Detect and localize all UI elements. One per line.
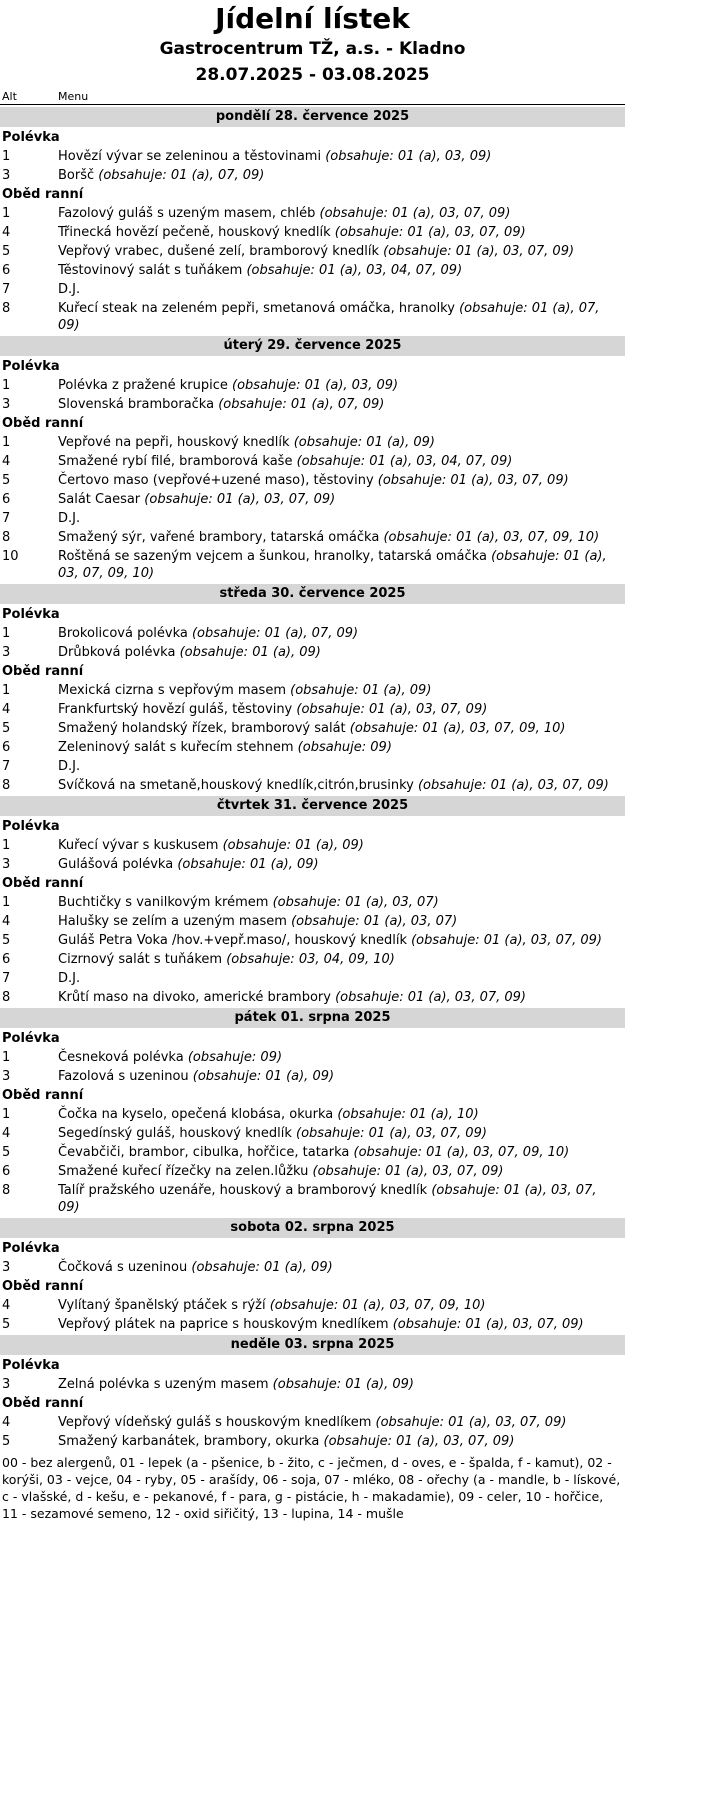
menu-item-alt: 1 bbox=[2, 683, 11, 698]
day-block bbox=[0, 1218, 625, 1333]
menu-item-allergens: (obsahuje: 01 (a), 09) bbox=[222, 838, 364, 853]
menu-item bbox=[0, 1297, 625, 1314]
menu-item-name: Vepřový plátek na paprice s houskovým knedlíkem bbox=[58, 1317, 389, 1332]
menu-item-alt: 10 bbox=[2, 549, 19, 564]
menu-item-text bbox=[58, 1297, 625, 1314]
menu-item-alt: 4 bbox=[2, 702, 11, 717]
menu-item-text bbox=[58, 1144, 625, 1161]
menu-item-text bbox=[58, 951, 625, 968]
column-menu-label: Menu bbox=[58, 90, 89, 103]
menu-item-text bbox=[58, 739, 625, 756]
day-header: středa 30. července 2025 bbox=[0, 584, 625, 604]
menu-item-allergens: (obsahuje: 01 (a), 03, 07, 09) bbox=[296, 702, 488, 717]
menu-item-name: D.J. bbox=[58, 759, 81, 774]
menu-item-name: Buchtičky s vanilkovým krémem bbox=[58, 895, 269, 910]
menu-item-text bbox=[58, 932, 625, 949]
menu-item bbox=[0, 1068, 625, 1085]
menu-item-alt: 7 bbox=[2, 759, 11, 774]
menu-item-alt: 3 bbox=[2, 397, 11, 412]
section-title: Polévka bbox=[2, 1241, 60, 1256]
day-block bbox=[0, 336, 625, 582]
menu-item-allergens: (obsahuje: 01 (a), 07, 09) bbox=[98, 168, 265, 183]
menu-item bbox=[0, 1259, 625, 1276]
menu-item-allergens: (obsahuje: 01 (a), 03, 07, 09, 10) bbox=[58, 549, 607, 581]
menu-item-allergens: (obsahuje: 01 (a), 03, 07, 09, 10) bbox=[269, 1298, 486, 1313]
menu-item-allergens: (obsahuje: 09) bbox=[187, 1050, 283, 1065]
menu-item-alt: 6 bbox=[2, 740, 11, 755]
menu-item-allergens: (obsahuje: 01 (a), 03, 07, 09) bbox=[383, 244, 575, 259]
menu-item-name: Čočka na kyselo, opečená klobása, okurka bbox=[58, 1107, 334, 1122]
company-name: Gastrocentrum TŽ, a.s. - Kladno bbox=[159, 39, 466, 59]
menu-item bbox=[0, 243, 625, 260]
menu-item-text bbox=[58, 205, 625, 222]
menu-item-name: Polévka z pražené krupice bbox=[58, 378, 228, 393]
menu-item bbox=[0, 262, 625, 279]
menu-item-alt: 1 bbox=[2, 895, 11, 910]
menu-item-alt: 5 bbox=[2, 721, 11, 736]
menu-item-allergens: (obsahuje: 01 (a), 09) bbox=[272, 1377, 414, 1392]
menu-item bbox=[0, 932, 625, 949]
menu-item-text bbox=[58, 548, 625, 582]
menu-item-name: Vepřový vrabec, dušené zelí, bramborový knedlík bbox=[58, 244, 380, 259]
menu-item-text bbox=[58, 970, 625, 987]
menu-item-name: Slovenská bramboračka bbox=[58, 397, 215, 412]
menu-item-allergens: (obsahuje: 01 (a), 10) bbox=[337, 1107, 479, 1122]
menu-item-alt: 6 bbox=[2, 952, 11, 967]
menu-item-text bbox=[58, 1049, 625, 1066]
menu-item-alt: 6 bbox=[2, 263, 11, 278]
menu-item-name: Krůtí maso na divoko, americké brambory bbox=[58, 990, 331, 1005]
menu-item bbox=[0, 1125, 625, 1142]
section-title: Oběd ranní bbox=[2, 1396, 84, 1411]
menu-item-name: D.J. bbox=[58, 282, 81, 297]
menu-item-text bbox=[58, 1376, 625, 1393]
menu-item bbox=[0, 453, 625, 470]
section-title: Polévka bbox=[2, 359, 60, 374]
menu-item-text bbox=[58, 720, 625, 737]
menu-item-allergens: (obsahuje: 01 (a), 03, 07, 09) bbox=[323, 1434, 515, 1449]
menu-item-name: Kuřecí steak na zeleném pepři, smetanová omáčka, hranolky bbox=[58, 301, 455, 316]
menu-item-alt: 5 bbox=[2, 1145, 11, 1160]
menu-item bbox=[0, 837, 625, 854]
menu-item-alt: 4 bbox=[2, 1298, 11, 1313]
menu-item-text bbox=[58, 1163, 625, 1180]
menu-item-text bbox=[58, 1414, 625, 1431]
menu-item-alt: 8 bbox=[2, 530, 11, 545]
menu-item bbox=[0, 1163, 625, 1180]
menu-item-text bbox=[58, 491, 625, 508]
menu-item-allergens: (obsahuje: 01 (a), 09) bbox=[290, 683, 432, 698]
menu-item-name: Třinecká hovězí pečeně, houskový knedlík bbox=[58, 225, 331, 240]
menu-item bbox=[0, 1049, 625, 1066]
menu-item bbox=[0, 1414, 625, 1431]
menu-item-alt: 5 bbox=[2, 1434, 11, 1449]
menu-item-name: Cizrnový salát s tuňákem bbox=[58, 952, 223, 967]
menu-item-allergens: (obsahuje: 01 (a), 09) bbox=[179, 645, 321, 660]
day-block bbox=[0, 1335, 625, 1450]
day-header: pátek 01. srpna 2025 bbox=[0, 1008, 625, 1028]
menu-item-text bbox=[58, 472, 625, 489]
menu-item-alt: 4 bbox=[2, 1415, 11, 1430]
menu-item-allergens: (obsahuje: 01 (a), 07, 09) bbox=[218, 397, 385, 412]
menu-item-allergens: (obsahuje: 01 (a), 07, 09) bbox=[58, 301, 600, 333]
menu-item-alt: 1 bbox=[2, 626, 11, 641]
menu-item bbox=[0, 856, 625, 873]
menu-item-text bbox=[58, 167, 625, 184]
menu-item bbox=[0, 1144, 625, 1161]
section-title: Polévka bbox=[2, 607, 60, 622]
menu-item bbox=[0, 913, 625, 930]
menu-item-name: Mexická cizrna s vepřovým masem bbox=[58, 683, 286, 698]
menu-item-text bbox=[58, 300, 625, 334]
menu-item-alt: 5 bbox=[2, 244, 11, 259]
menu-item-name: Smažený holandský řízek, bramborový salát bbox=[58, 721, 346, 736]
menu-item-alt: 1 bbox=[2, 378, 11, 393]
menu-item-text bbox=[58, 701, 625, 718]
menu-item-text bbox=[58, 243, 625, 260]
menu-item-alt: 8 bbox=[2, 1183, 11, 1198]
menu-item bbox=[0, 548, 625, 582]
menu-item bbox=[0, 472, 625, 489]
menu-item bbox=[0, 1376, 625, 1393]
menu-item-alt: 3 bbox=[2, 857, 11, 872]
menu-item-text bbox=[58, 777, 625, 794]
menu-item-text bbox=[58, 1182, 625, 1216]
menu-item-allergens: (obsahuje: 01 (a), 03, 07) bbox=[272, 895, 439, 910]
menu-item-allergens: (obsahuje: 01 (a), 09) bbox=[177, 857, 319, 872]
menu-item bbox=[0, 758, 625, 775]
menu-item-alt: 3 bbox=[2, 645, 11, 660]
menu-item-text bbox=[58, 837, 625, 854]
menu-item-text bbox=[58, 148, 625, 165]
menu-item-text bbox=[58, 1433, 625, 1450]
menu-item-text bbox=[58, 625, 625, 642]
menu-item-allergens: (obsahuje: 01 (a), 03, 07, 09) bbox=[392, 1317, 584, 1332]
menu-header bbox=[0, 0, 625, 88]
menu-item bbox=[0, 1182, 625, 1216]
menu-item-text bbox=[58, 856, 625, 873]
menu-item bbox=[0, 377, 625, 394]
menu-item-allergens: (obsahuje: 03, 04, 09, 10) bbox=[226, 952, 395, 967]
menu-item-allergens: (obsahuje: 01 (a), 03, 07, 09) bbox=[312, 1164, 504, 1179]
menu-item-name: Fazolová s uzeninou bbox=[58, 1069, 189, 1084]
menu-item-name: Smažený karbanátek, brambory, okurka bbox=[58, 1434, 320, 1449]
menu-item-allergens: (obsahuje: 01 (a), 03, 07, 09) bbox=[58, 1183, 597, 1215]
menu-item bbox=[0, 701, 625, 718]
menu-item-name: Vylítaný španělský ptáček s rýží bbox=[58, 1298, 266, 1313]
menu-item-alt: 7 bbox=[2, 971, 11, 986]
menu-item-text bbox=[58, 377, 625, 394]
menu-item-alt: 6 bbox=[2, 492, 11, 507]
menu-item-name: Halušky se zelím a uzeným masem bbox=[58, 914, 287, 929]
menu-item bbox=[0, 989, 625, 1006]
menu-item-allergens: (obsahuje: 01 (a), 09) bbox=[293, 435, 435, 450]
day-header: pondělí 28. července 2025 bbox=[0, 107, 625, 127]
day-block bbox=[0, 584, 625, 794]
menu-item-alt: 3 bbox=[2, 1260, 11, 1275]
menu-item-alt: 1 bbox=[2, 838, 11, 853]
menu-item-name: Zelná polévka s uzeným masem bbox=[58, 1377, 269, 1392]
menu-item bbox=[0, 224, 625, 241]
section-title: Polévka bbox=[2, 130, 60, 145]
menu-item bbox=[0, 148, 625, 165]
menu-item-allergens: (obsahuje: 01 (a), 03, 07, 09) bbox=[377, 473, 569, 488]
menu-item-name: Brokolicová polévka bbox=[58, 626, 188, 641]
menu-item-allergens: (obsahuje: 01 (a), 03, 04, 07, 09) bbox=[296, 454, 513, 469]
section-title: Polévka bbox=[2, 819, 60, 834]
menu-item-allergens: (obsahuje: 01 (a), 03, 07, 09, 10) bbox=[349, 721, 566, 736]
menu-item-name: Salát Caesar bbox=[58, 492, 141, 507]
menu-item-name: Smažený sýr, vařené brambory, tatarská omáčka bbox=[58, 530, 380, 545]
day-block bbox=[0, 107, 625, 334]
menu-item-name: Hovězí vývar se zeleninou a těstovinami bbox=[58, 149, 322, 164]
page-title: Jídelní lístek bbox=[215, 2, 410, 35]
menu-item-allergens: (obsahuje: 01 (a), 03, 07) bbox=[291, 914, 458, 929]
day-block bbox=[0, 796, 625, 1006]
menu-item-name: Boršč bbox=[58, 168, 95, 183]
menu-item-alt: 3 bbox=[2, 1377, 11, 1392]
menu-item-allergens: (obsahuje: 01 (a), 03, 07, 09) bbox=[411, 933, 603, 948]
menu-item-name: Těstovinový salát s tuňákem bbox=[58, 263, 243, 278]
menu-item-text bbox=[58, 224, 625, 241]
menu-item-allergens: (obsahuje: 09) bbox=[297, 740, 392, 755]
menu-item-alt: 5 bbox=[2, 1317, 11, 1332]
menu-item bbox=[0, 396, 625, 413]
menu-item-text bbox=[58, 894, 625, 911]
menu-item-name: Smažené kuřecí řízečky na zelen.lůžku bbox=[58, 1164, 309, 1179]
menu-item-allergens: (obsahuje: 01 (a), 03, 09) bbox=[325, 149, 492, 164]
menu-item-name: Vepřové na pepři, houskový knedlík bbox=[58, 435, 290, 450]
menu-item bbox=[0, 625, 625, 642]
menu-item-text bbox=[58, 682, 625, 699]
menu-item-alt: 7 bbox=[2, 282, 11, 297]
menu-item bbox=[0, 205, 625, 222]
day-block bbox=[0, 1008, 625, 1216]
menu-item-allergens: (obsahuje: 01 (a), 09) bbox=[192, 1069, 335, 1084]
menu-item-text bbox=[58, 989, 625, 1006]
menu-item-text bbox=[58, 434, 625, 451]
menu-item-name: Čevabčiči, brambor, cibulka, hořčice, tatarka bbox=[58, 1145, 350, 1160]
menu-item-alt: 8 bbox=[2, 990, 11, 1005]
menu-item-alt: 5 bbox=[2, 473, 11, 488]
menu-days bbox=[0, 107, 625, 1450]
section-title: Oběd ranní bbox=[2, 664, 84, 679]
menu-item-text bbox=[58, 262, 625, 279]
menu-item-alt: 7 bbox=[2, 511, 11, 526]
menu-item-alt: 1 bbox=[2, 149, 11, 164]
menu-item-alt: 4 bbox=[2, 454, 11, 469]
menu-item-name: Svíčková na smetaně,houskový knedlík,citrón,brusinky bbox=[58, 778, 414, 793]
menu-item-text bbox=[58, 510, 625, 527]
day-header: čtvrtek 31. července 2025 bbox=[0, 796, 625, 816]
section-title: Oběd ranní bbox=[2, 876, 84, 891]
menu-item-allergens: (obsahuje: 01 (a), 03, 04, 07, 09) bbox=[246, 263, 463, 278]
menu-item-allergens: (obsahuje: 01 (a), 03, 07, 09) bbox=[335, 990, 527, 1005]
menu-item-allergens: (obsahuje: 01 (a), 03, 07, 09) bbox=[144, 492, 336, 507]
menu-item bbox=[0, 1106, 625, 1123]
menu-item-name: Česneková polévka bbox=[58, 1050, 184, 1065]
menu-item-name: Talíř pražského uzenáře, houskový a bramborový knedlík bbox=[58, 1183, 428, 1198]
menu-item-text bbox=[58, 281, 625, 298]
menu-item bbox=[0, 300, 625, 334]
menu-item-text bbox=[58, 913, 625, 930]
menu-item-allergens: (obsahuje: 01 (a), 03, 07, 09, 10) bbox=[383, 530, 600, 545]
section-title: Oběd ranní bbox=[2, 416, 84, 431]
menu-item-alt: 6 bbox=[2, 1164, 11, 1179]
menu-item-allergens: (obsahuje: 01 (a), 03, 07, 09) bbox=[417, 778, 609, 793]
day-header: sobota 02. srpna 2025 bbox=[0, 1218, 625, 1238]
menu-item-allergens: (obsahuje: 01 (a), 03, 07, 09, 10) bbox=[353, 1145, 570, 1160]
menu-item-name: Frankfurtský hovězí guláš, těstoviny bbox=[58, 702, 293, 717]
menu-item-allergens: (obsahuje: 01 (a), 07, 09) bbox=[191, 626, 359, 641]
menu-item-name: Čertovo maso (vepřové+uzené maso), těstoviny bbox=[58, 473, 374, 488]
menu-item-text bbox=[58, 1106, 625, 1123]
menu-item-allergens: (obsahuje: 01 (a), 03, 09) bbox=[232, 378, 399, 393]
menu-item-text bbox=[58, 1316, 625, 1333]
menu-item-text bbox=[58, 1068, 625, 1085]
menu-item-alt: 4 bbox=[2, 914, 11, 929]
menu-item bbox=[0, 682, 625, 699]
menu-item-alt: 1 bbox=[2, 206, 11, 221]
menu-item bbox=[0, 281, 625, 298]
menu-item bbox=[0, 894, 625, 911]
allergen-legend: 00 - bez alergenů, 01 - lepek (a - pšenice, b - žito, c - ječmen, d - oves, e - špalda, f - kamut), 02 - korýši, 03 - vejce, 04 - ryby, 05 - arašídy, 06 - soja, 07 - mléko, 08 - ořechy (a - mandle, b - lískové, c - vlašské, d - kešu, e - pekanové, f - para, g - pistácie, h - makadamie), 09 - celer, 10 - hořčice, 11 - sezamové semeno, 12 - oxid siřičitý, 13 - lupina, 14 - mušle bbox=[2, 1455, 621, 1521]
menu-item-alt: 1 bbox=[2, 1050, 11, 1065]
menu-item-text bbox=[58, 453, 625, 470]
menu-item-alt: 5 bbox=[2, 933, 11, 948]
section-title: Oběd ranní bbox=[2, 187, 84, 202]
menu-item bbox=[0, 434, 625, 451]
menu-item-name: Vepřový vídeňský guláš s houskovým knedlíkem bbox=[58, 1415, 372, 1430]
menu-item-alt: 8 bbox=[2, 301, 11, 316]
menu-item-alt: 4 bbox=[2, 1126, 11, 1141]
menu-item bbox=[0, 1316, 625, 1333]
day-header: neděle 03. srpna 2025 bbox=[0, 1335, 625, 1355]
menu-item-name: D.J. bbox=[58, 511, 81, 526]
menu-item bbox=[0, 720, 625, 737]
menu-item bbox=[0, 951, 625, 968]
section-title: Oběd ranní bbox=[2, 1088, 84, 1103]
menu-item-name: Kuřecí vývar s kuskusem bbox=[58, 838, 219, 853]
menu-item bbox=[0, 491, 625, 508]
menu-item-alt: 4 bbox=[2, 225, 11, 240]
menu-item-allergens: (obsahuje: 01 (a), 03, 07, 09) bbox=[334, 225, 526, 240]
column-alt-label: Alt bbox=[2, 90, 17, 103]
menu-item-text bbox=[58, 396, 625, 413]
menu-item bbox=[0, 529, 625, 546]
menu-item-name: Gulášová polévka bbox=[58, 857, 174, 872]
menu-item-name: Fazolový guláš s uzeným masem, chléb bbox=[58, 206, 316, 221]
menu-item-alt: 3 bbox=[2, 1069, 11, 1084]
menu-item-name: Smažené rybí filé, bramborová kaše bbox=[58, 454, 293, 469]
menu-item-allergens: (obsahuje: 01 (a), 09) bbox=[191, 1260, 333, 1275]
menu-item-allergens: (obsahuje: 01 (a), 03, 07, 09) bbox=[319, 206, 511, 221]
menu-item-text bbox=[58, 529, 625, 546]
menu-item-name: Roštěná se sazeným vejcem a šunkou, hranolky, tatarská omáčka bbox=[58, 549, 487, 564]
menu-item-text bbox=[58, 1259, 625, 1276]
menu-item bbox=[0, 644, 625, 661]
menu-item-text bbox=[58, 758, 625, 775]
menu-item-name: Guláš Petra Voka /hov.+vepř.maso/, houskový knedlík bbox=[58, 933, 407, 948]
menu-item-alt: 1 bbox=[2, 435, 11, 450]
menu-item bbox=[0, 167, 625, 184]
menu-item bbox=[0, 510, 625, 527]
section-title: Polévka bbox=[2, 1031, 60, 1046]
day-header: úterý 29. července 2025 bbox=[0, 336, 625, 356]
menu-item-name: Čočková s uzeninou bbox=[58, 1260, 188, 1275]
menu-item-alt: 8 bbox=[2, 778, 11, 793]
menu-item bbox=[0, 970, 625, 987]
column-header bbox=[0, 90, 625, 105]
menu-item-text bbox=[58, 1125, 625, 1142]
menu-item-text bbox=[58, 644, 625, 661]
section-title: Polévka bbox=[2, 1358, 60, 1373]
menu-item-allergens: (obsahuje: 01 (a), 03, 07, 09) bbox=[296, 1126, 487, 1141]
menu-item-name: D.J. bbox=[58, 971, 81, 986]
menu-item-name: Zeleninový salát s kuřecím stehnem bbox=[58, 740, 294, 755]
menu-item-alt: 1 bbox=[2, 1107, 11, 1122]
section-title: Oběd ranní bbox=[2, 1279, 84, 1294]
menu-item-name: Drůbková polévka bbox=[58, 645, 176, 660]
menu-item bbox=[0, 777, 625, 794]
menu-item bbox=[0, 739, 625, 756]
date-range: 28.07.2025 - 03.08.2025 bbox=[195, 65, 430, 85]
menu-item-name: Segedínský guláš, houskový knedlík bbox=[58, 1126, 292, 1141]
menu-item-alt: 3 bbox=[2, 168, 11, 183]
menu-item-allergens: (obsahuje: 01 (a), 03, 07, 09) bbox=[375, 1415, 567, 1430]
menu-item bbox=[0, 1433, 625, 1450]
